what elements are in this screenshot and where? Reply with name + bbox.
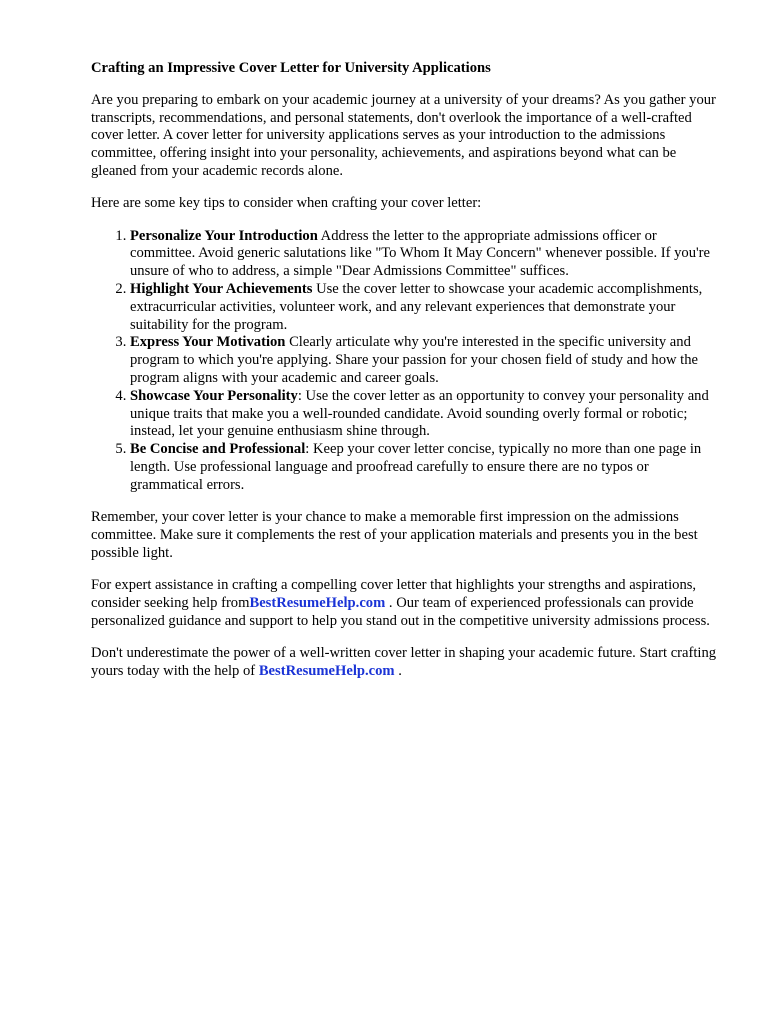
tip-item — [130, 441, 721, 494]
tip-item — [130, 334, 721, 387]
closing-text-after: . — [394, 662, 402, 679]
tip-title: Highlight Your Achievements — [130, 280, 313, 297]
remember-paragraph: Remember, your cover letter is your chance to make a memorable first impression on the admissions committee. Make sure it complements the rest of your application materials and presents you in the best possible light. — [91, 509, 698, 561]
tip-text: : Use the cover letter as an opportunity to convey your personality and unique traits that make you a well-rounded candidate. Avoid sounding overly formal or robotic; instead, let your genuine enthusiasm shine through. — [130, 387, 709, 440]
tips-lead-paragraph: Here are some key tips to consider when crafting your cover letter: — [91, 195, 482, 212]
bestresumehelp-link[interactable]: BestResumeHelp.com — [249, 594, 386, 611]
expert-text-after: . Our team of experienced professionals can provide personalized guidance and support to help you stand out in the competitive university admissions process. — [91, 594, 710, 629]
bestresumehelp-link[interactable]: BestResumeHelp.com — [258, 662, 395, 679]
tip-item — [130, 388, 721, 441]
tips-list — [91, 228, 721, 495]
document-title: Crafting an Impressive Cover Letter for University Applications — [91, 60, 491, 76]
tip-item — [130, 281, 721, 334]
tip-text: Address the letter to the appropriate admissions officer or committee. Avoid generic salutations like "To Whom It May Concern" whenever possible. If you're unsure of who to address, a simple "Dear Admissions Committee" suffices. — [130, 227, 710, 280]
closing-text-before: Don't underestimate the power of a well-written cover letter in shaping your academic future. Start crafting yours today with the help of — [91, 644, 717, 679]
tip-item — [130, 228, 721, 281]
tip-title: Be Concise and Professional — [130, 441, 306, 458]
tip-title: Showcase Your Personality — [130, 387, 298, 404]
expert-paragraph — [91, 577, 721, 630]
tip-text: Use the cover letter to showcase your academic accomplishments, extracurricular activities, volunteer work, and any relevant experiences that demonstrate your suitability for the program. — [130, 280, 703, 333]
tip-text: Clearly articulate why you're interested in the specific university and program to which you're applying. Share your passion for your chosen field of study and how the program aligns with your academic and career goals. — [130, 334, 699, 386]
document-page — [91, 60, 721, 695]
tip-text: : Keep your cover letter concise, typically no more than one page in length. Use professional language and proofread carefully to ensure there are no typos or grammatical errors. — [130, 441, 702, 493]
closing-paragraph — [91, 645, 721, 681]
tip-title: Personalize Your Introduction — [130, 227, 318, 244]
intro-paragraph: Are you preparing to embark on your academic journey at a university of your dreams? As you gather your transcripts, recommendations, and personal statements, don't overlook the importance of a well-crafted cover letter. A cover letter for university applications serves as your introduction to the admissions committee, offering insight into your personality, achievements, and aspirations beyond what can be gleaned from your academic records alone. — [91, 91, 716, 179]
tip-title: Express Your Motivation — [130, 334, 286, 351]
expert-text-before: For expert assistance in crafting a compelling cover letter that highlights your strengths and aspirations, consider seeking help from — [91, 576, 697, 611]
